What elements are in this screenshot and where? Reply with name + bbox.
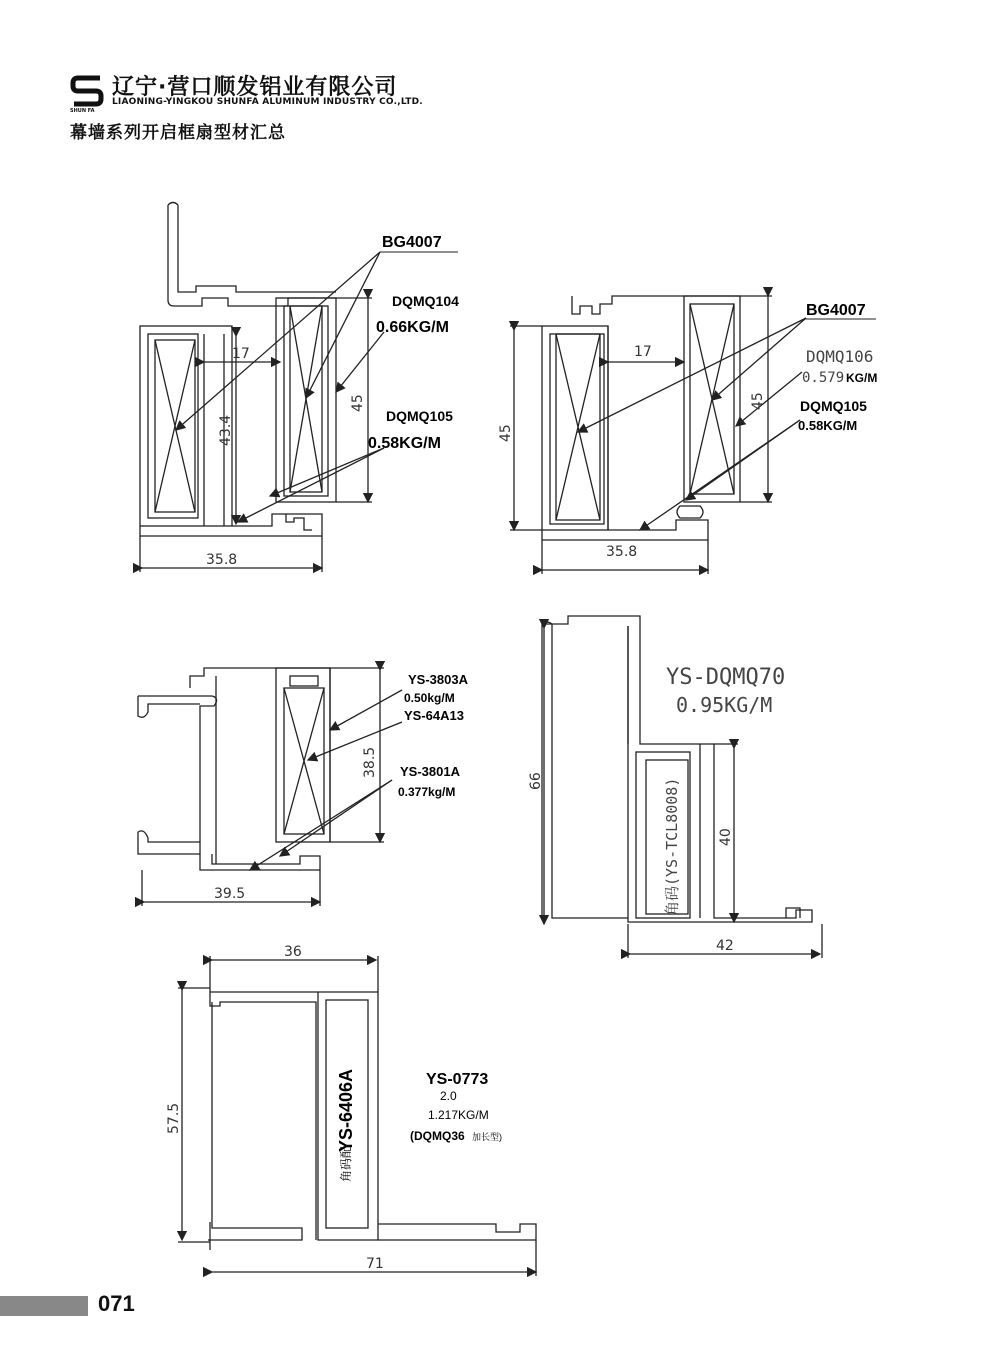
fig5-part-ys0773: YS-0773 xyxy=(426,1071,489,1088)
fig2-dim-45-left: 45 xyxy=(498,424,514,442)
fig5-dim-36: 36 xyxy=(284,944,302,960)
fig2-leader-lines xyxy=(578,318,806,530)
fig2-part-bg4007: BG4007 xyxy=(806,302,866,319)
fig2-profile xyxy=(542,296,740,540)
fig2-weight-dqmq105: 0.58KG/M xyxy=(798,418,858,433)
fig4-weight: 0.95KG/M xyxy=(676,693,773,717)
fig2-dim-45-right: 45 xyxy=(750,392,766,410)
fig3-weight-ys3803a: 0.50kg/M xyxy=(404,691,455,705)
fig3-leader-lines xyxy=(250,690,402,870)
fig1-part-dqmq105: DQMQ105 xyxy=(386,408,453,424)
fig2-dim-35-8: 35.8 xyxy=(606,544,638,560)
fig2-part-dqmq106: DQMQ106 xyxy=(806,347,874,366)
fig1-dim-17: 17 xyxy=(232,346,250,362)
page-number: 071 xyxy=(98,1291,135,1316)
fig3-part-ys64a13: YS-64A13 xyxy=(404,708,464,723)
fig2-part-dqmq105: DQMQ105 xyxy=(800,398,867,414)
fig2-weight-dqmq106-value: 0.579 xyxy=(802,370,845,386)
fig4-dim-42: 42 xyxy=(716,938,734,954)
fig4-dim-40: 40 xyxy=(718,828,734,846)
fig4-corner-label: 角码(YS-TCL8008) xyxy=(663,777,681,916)
fig5-dim-57-5: 57.5 xyxy=(166,1102,182,1134)
fig2-weight-dqmq106-unit: KG/M xyxy=(846,371,878,385)
fig1-dim-35-8: 35.8 xyxy=(206,552,238,568)
fig5-weight: 1.217KG/M xyxy=(428,1108,489,1122)
fig5-alias-note: 加长型) xyxy=(472,1132,502,1142)
fig2-dimension-lines xyxy=(510,296,772,574)
fig1-profile xyxy=(140,203,336,537)
footer-bar xyxy=(0,1296,88,1316)
fig1-weight-dqmq104: 0.66KG/M xyxy=(376,319,449,336)
fig1-dimension-lines xyxy=(140,298,372,572)
fig5-thickness: 2.0 xyxy=(440,1089,457,1103)
series-title: 幕墙系列开启框扇型材汇总 xyxy=(70,123,286,143)
fig5-corner-label-cn: 角码配 xyxy=(339,1145,353,1182)
fig3-profile xyxy=(138,668,330,870)
fig1-dim-43-4: 43.4 xyxy=(218,414,234,446)
fig3-part-ys3803a: YS-3803A xyxy=(408,672,468,687)
fig3-part-ys3801a: YS-3801A xyxy=(400,764,460,779)
logo-subtext: SHUN FA xyxy=(70,108,95,114)
fig2-dim-17: 17 xyxy=(634,344,652,360)
company-name-cn: 辽宁·营口顺发铝业有限公司 xyxy=(112,75,398,100)
fig5-alias: (DQMQ36 xyxy=(410,1129,465,1143)
fig5-corner-label-code: YS-6406A xyxy=(336,1068,356,1152)
fig1-part-dqmq104: DQMQ104 xyxy=(392,293,459,309)
fig3-weight-ys3801a: 0.377kg/M xyxy=(398,785,456,799)
fig1-part-bg4007: BG4007 xyxy=(382,234,442,251)
fig3-dim-39-5: 39.5 xyxy=(214,886,246,902)
company-name-en: LIAONING-YINGKOU SHUNFA ALUMINUM INDUSTRY CO.,LTD. xyxy=(112,97,423,107)
fig1-weight-dqmq105: 0.58KG/M xyxy=(368,435,441,452)
fig1-dim-45: 45 xyxy=(350,394,366,412)
fig5-dim-71: 71 xyxy=(366,1256,384,1272)
fig4-dim-66: 66 xyxy=(528,772,544,790)
fig4-part-ys-dqmq70: YS-DQMQ70 xyxy=(666,665,786,690)
fig3-dim-38-5: 38.5 xyxy=(362,746,378,778)
